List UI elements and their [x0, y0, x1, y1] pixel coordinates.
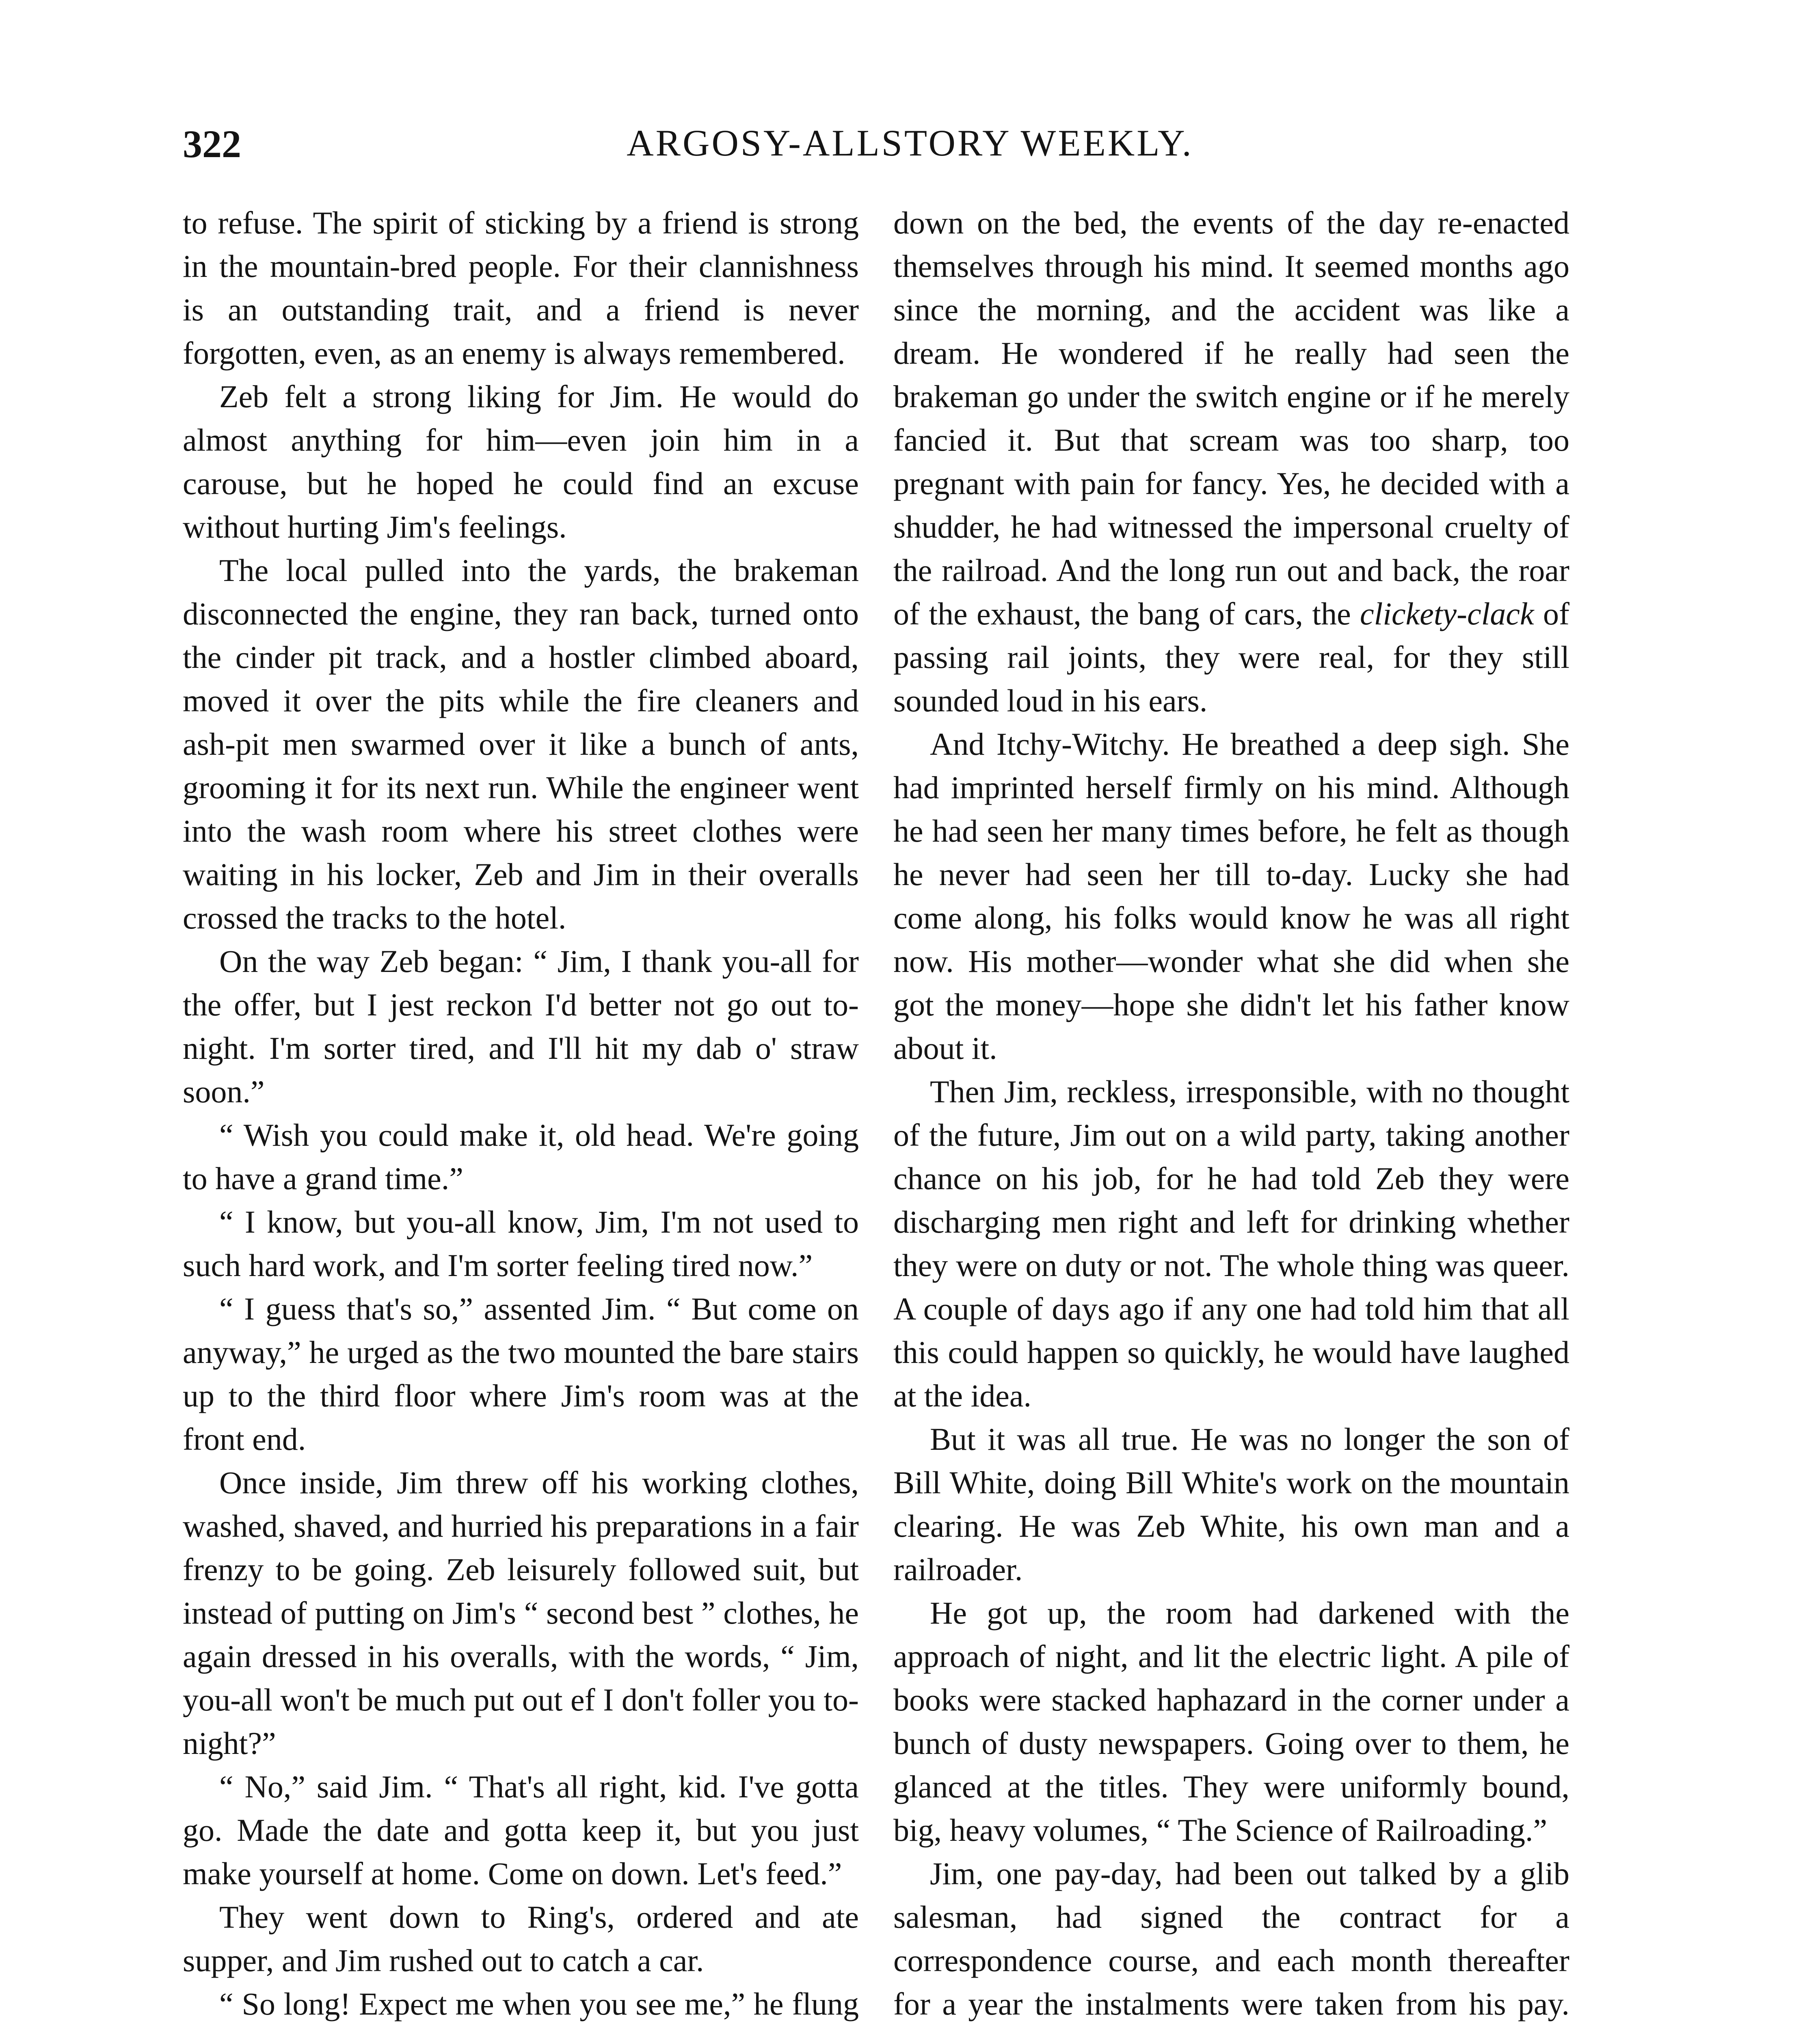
paragraph: Zeb felt a strong liking for Jim. He would do almost anything for him—even join him in a carouse, but he hoped he could find an excuse without hurting Jim's feelings. [183, 379, 859, 544]
running-title: ARGOSY-ALLSTORY WEEKLY. [627, 122, 1193, 164]
paragraph: “ I guess that's so,” assented Jim. “ But come on anyway,” he urged as the two mounted the bare stairs up to the third floor where Jim's room was at the front end. [183, 1291, 859, 1457]
paragraph: “ I know, but you-all know, Jim, I'm not used to such hard work, and I'm sorter feeling tired now.” [183, 1204, 859, 1283]
paragraph: The local pulled into the yards, the brakeman disconnected the engine, they ran back, turned onto the cinder pit track, and a hostler climbed aboard, moved it over the pits while the fire cleaners and ash-pit men swarmed over it like a bunch of ants, grooming it for its next run. While the engineer went into the wash room where his street clothes were waiting in his locker, Zeb and Jim in their overalls crossed the tracks to the hotel. [183, 553, 859, 935]
left-text-column [183, 201, 859, 2030]
italic-word: clickety-clack [1360, 596, 1534, 631]
page-header [0, 122, 1820, 195]
paragraph: Jim, one pay-day, had been out talked by a glib salesman, had signed the contract for a correspondence course, and each month thereafter for a year the instalments were taken from his pay. [893, 1856, 1569, 2021]
paragraph: On the way Zeb began: “ Jim, I thank you-all for the offer, but I jest reckon I'd better not go out to-night. I'm sorter tired, and I'll hit my dab o' straw soon.” [183, 944, 859, 1109]
paragraph-text: of passing rail joints, they were real, for they still sounded loud in his ears. [893, 596, 1569, 718]
paragraph: “ No,” said Jim. “ That's all right, kid. I've gotta go. Made the date and gotta keep it, but you just make yourself at home. Come on down. Let's feed.” [183, 1769, 859, 1891]
paragraph: to refuse. The spirit of sticking by a friend is strong in the mountain-bred people. For their clannishness is an outstanding trait, and a friend is never forgotten, even, as an enemy is always remembered. [183, 205, 859, 371]
paragraph: But it was all true. He was no longer the son of Bill White, doing Bill White's work on the mountain clearing. He was Zeb White, his own man and a railroader. [893, 1421, 1569, 1587]
continued-paragraph [893, 201, 1569, 722]
paragraph-text: down on the bed, the events of the day re-enacted themselves through his mind. It seemed months ago since the morning, and the accident was like a dream. He wondered if he really had seen the brakeman go under the switch engine or if he merely fancied it. But that scream was too sharp, too pregnant with pain for fancy. Yes, he decided with a shudder, he had witnessed the impersonal cruelty of the railroad. And the long run out and back, the roar of the exhaust, the bang of cars, the [893, 205, 1569, 631]
paragraph: “ Wish you could make it, old head. We're going to have a grand time.” [183, 1117, 859, 1196]
right-text-column [893, 201, 1569, 2030]
page-number: 322 [183, 122, 241, 166]
paragraph: They went down to Ring's, ordered and ate supper, and Jim rushed out to catch a car. [183, 1899, 859, 1978]
paragraph: “ So long! Expect me when you see me,” he flung [219, 1986, 859, 2021]
paragraph: Then Jim, reckless, irresponsible, with no thought of the future, Jim out on a wild party, taking another chance on his job, for he had told Zeb they were discharging men right and left for drinking whether they were on duty or not. The whole thing was queer. A couple of days ago if any one had told him that all this could happen so quickly, he would have laughed at the idea. [893, 1074, 1569, 1413]
paragraph: He got up, the room had darkened with the approach of night, and lit the electric light. A pile of books were stacked haphazard in the corner under a bunch of dusty newspapers. Going over to them, he glanced at the titles. They were uniformly bound, big, heavy volumes, “ The Science of Railroading.” [893, 1595, 1569, 1848]
paragraph: And Itchy-Witchy. He breathed a deep sigh. She had imprinted herself firmly on his mind. Although he had seen her many times before, he felt as though he never had seen her till to-day. Lucky she had come along, his folks would know he was all right now. His mother—wonder what she did when she got the money—hope she didn't let his father know about it. [893, 726, 1569, 1066]
paragraph: Once inside, Jim threw off his working clothes, washed, shaved, and hurried his preparations in a fair frenzy to be going. Zeb leisurely followed suit, but instead of putting on Jim's “ second best ” clothes, he again dressed in his overalls, with the words, “ Jim, you-all won't be much put out ef I don't foller you to-night?” [183, 1465, 859, 1761]
